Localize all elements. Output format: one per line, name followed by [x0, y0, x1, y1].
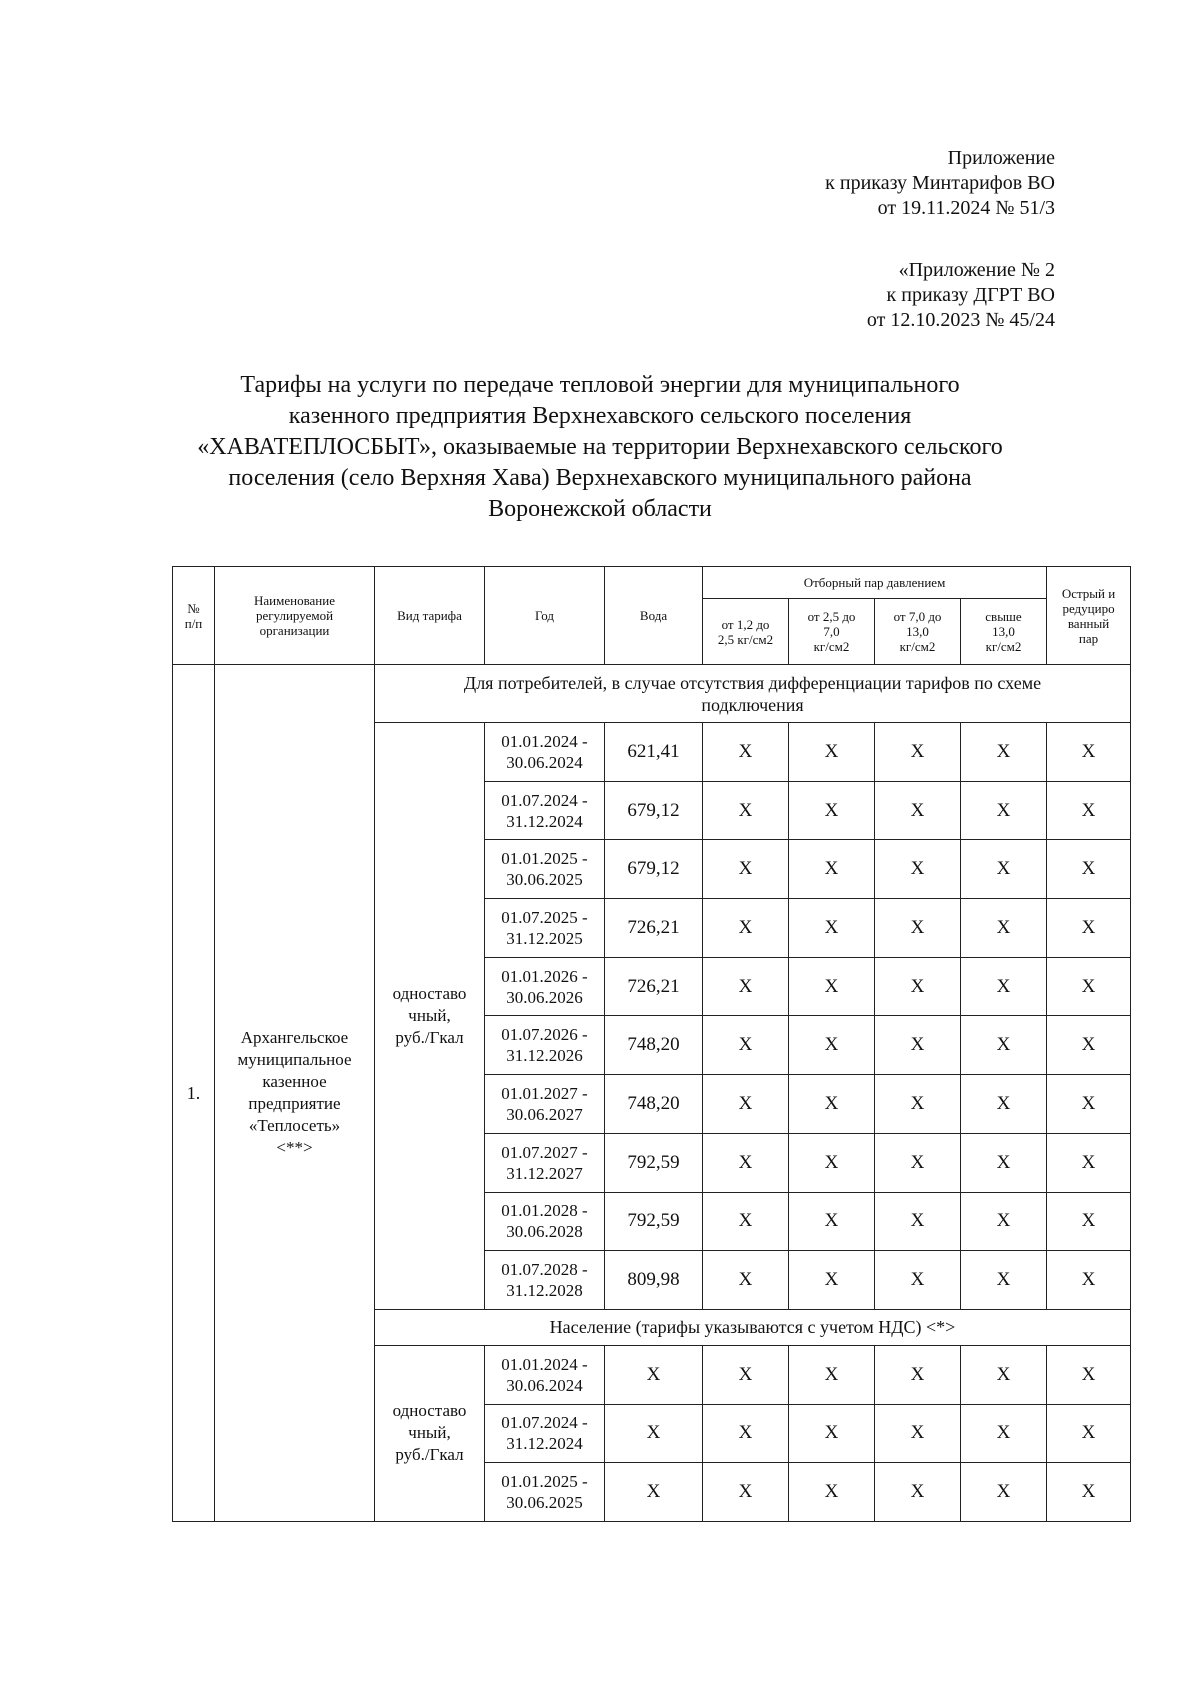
- steam-tariff-s3: X: [875, 1345, 961, 1404]
- steam-tariff-s2: X: [789, 1192, 875, 1251]
- period-cell: [485, 1404, 605, 1463]
- document-title: [150, 370, 1050, 525]
- period-from: 01.01.2028 -: [501, 1201, 588, 1221]
- header-text: от 1,2 до: [721, 616, 770, 632]
- section-label-population: Население (тарифы указываются с учетом НДС) <*>: [375, 1309, 1131, 1345]
- steam-tariff-s4: X: [961, 1075, 1047, 1134]
- header-text: от 2,5 до: [807, 609, 856, 624]
- steam-tariff-s3: X: [875, 1463, 961, 1522]
- organization-line: Архангельское: [240, 1027, 349, 1047]
- steam-tariff-sharp: X: [1047, 781, 1131, 840]
- tariff-kind: [375, 723, 485, 1310]
- appendix-2-header: [867, 258, 1055, 333]
- steam-tariff-s2: X: [789, 1404, 875, 1463]
- water-tariff: X: [605, 1404, 703, 1463]
- period-from: 01.07.2024 -: [501, 790, 588, 810]
- header-text: свыше: [985, 609, 1022, 624]
- organization-line: «Теплосеть»: [248, 1115, 341, 1135]
- water-tariff: X: [605, 1345, 703, 1404]
- header-text: регулируемой: [255, 608, 334, 623]
- tariff-kind-line: руб./Гкал: [395, 1027, 464, 1047]
- steam-tariff-s1: X: [703, 1016, 789, 1075]
- steam-tariff-s2: X: [789, 1075, 875, 1134]
- steam-tariff-sharp: X: [1047, 1016, 1131, 1075]
- steam-tariff-s1: X: [703, 1404, 789, 1463]
- header-organization: [215, 567, 375, 665]
- header-steam-3: [875, 599, 961, 665]
- steam-tariff-s4: X: [961, 1345, 1047, 1404]
- water-tariff: 621,41: [605, 723, 703, 782]
- steam-tariff-s2: X: [789, 1016, 875, 1075]
- header-text: кг/см2: [985, 639, 1022, 654]
- title-line: Воронежской области: [488, 496, 712, 522]
- water-tariff: 748,20: [605, 1016, 703, 1075]
- steam-tariff-s1: X: [703, 957, 789, 1016]
- header-text: кг/см2: [899, 639, 936, 654]
- steam-tariff-s3: X: [875, 1192, 961, 1251]
- period-cell: [485, 1016, 605, 1075]
- period-from: 01.07.2028 -: [501, 1260, 588, 1280]
- period-to: 30.06.2025: [506, 1493, 583, 1513]
- header-text: ванный: [1067, 615, 1110, 631]
- water-tariff: 726,21: [605, 957, 703, 1016]
- steam-tariff-s2: X: [789, 1463, 875, 1522]
- steam-tariff-s2: X: [789, 723, 875, 782]
- tariff-kind-line: чный,: [408, 1005, 451, 1025]
- water-tariff: 679,12: [605, 781, 703, 840]
- steam-tariff-sharp: X: [1047, 1075, 1131, 1134]
- steam-tariff-s2: X: [789, 1345, 875, 1404]
- header-steam-1: [703, 599, 789, 665]
- header-text: кг/см2: [813, 639, 850, 654]
- header-text: №: [187, 600, 200, 616]
- appendix-header-line: Приложение: [947, 147, 1055, 169]
- appendix-header-line: «Приложение № 2: [898, 259, 1055, 281]
- steam-tariff-sharp: X: [1047, 1133, 1131, 1192]
- steam-tariff-s3: X: [875, 781, 961, 840]
- period-cell: [485, 1463, 605, 1522]
- period-to: 31.12.2026: [506, 1046, 583, 1066]
- period-from: 01.01.2025 -: [501, 849, 588, 869]
- section-label-line: подключения: [701, 694, 804, 715]
- steam-tariff-s4: X: [961, 1133, 1047, 1192]
- tariff-kind-line: одноставо: [392, 1401, 467, 1421]
- steam-tariff-s4: X: [961, 781, 1047, 840]
- steam-tariff-s1: X: [703, 899, 789, 958]
- tariff-kind-line: чный,: [408, 1423, 451, 1443]
- header-text: Острый и: [1061, 585, 1116, 601]
- section-row: [173, 665, 1131, 723]
- appendix-header: [825, 146, 1055, 221]
- steam-tariff-s1: X: [703, 1192, 789, 1251]
- period-cell: [485, 1345, 605, 1404]
- steam-tariff-sharp: X: [1047, 1251, 1131, 1310]
- steam-tariff-s3: X: [875, 1251, 961, 1310]
- steam-tariff-s4: X: [961, 723, 1047, 782]
- period-from: 01.01.2024 -: [501, 1354, 588, 1374]
- title-line: Тарифы на услуги по передаче тепловой энергии для муниципального: [240, 372, 960, 398]
- steam-tariff-s2: X: [789, 899, 875, 958]
- water-tariff: 748,20: [605, 1075, 703, 1134]
- title-line: «ХАВАТЕПЛОСБЫТ», оказываемые на территории Верхнехавского сельского: [197, 434, 1003, 460]
- period-to: 30.06.2024: [506, 752, 583, 772]
- header-text: 2,5 кг/см2: [717, 631, 774, 647]
- header-steam-group: Отборный пар давлением: [703, 567, 1047, 599]
- steam-tariff-s2: X: [789, 1251, 875, 1310]
- section-label-line: Для потребителей, в случае отсутствия дифференциации тарифов по схеме: [463, 672, 1042, 693]
- organization-line: предприятие: [248, 1093, 341, 1113]
- steam-tariff-s2: X: [789, 1133, 875, 1192]
- steam-tariff-sharp: X: [1047, 1345, 1131, 1404]
- period-from: 01.07.2027 -: [501, 1142, 588, 1162]
- steam-tariff-s2: X: [789, 840, 875, 899]
- header-num: [173, 567, 215, 665]
- steam-tariff-s1: X: [703, 1075, 789, 1134]
- period-to: 30.06.2025: [506, 870, 583, 890]
- steam-tariff-s3: X: [875, 1133, 961, 1192]
- tariff-kind: [375, 1345, 485, 1521]
- header-sharp-steam: [1047, 567, 1131, 665]
- steam-tariff-s4: X: [961, 840, 1047, 899]
- steam-tariff-s1: X: [703, 1251, 789, 1310]
- period-to: 31.12.2025: [506, 928, 583, 948]
- steam-tariff-s3: X: [875, 723, 961, 782]
- header-text: от 7,0 до: [893, 609, 942, 624]
- organization-line: казенное: [262, 1071, 327, 1091]
- period-cell: [485, 723, 605, 782]
- appendix-header-line: к приказу ДГРТ ВО: [886, 284, 1055, 306]
- steam-tariff-s4: X: [961, 899, 1047, 958]
- steam-tariff-s3: X: [875, 957, 961, 1016]
- header-text: 7,0: [823, 624, 840, 639]
- steam-tariff-s2: X: [789, 781, 875, 840]
- period-cell: [485, 781, 605, 840]
- steam-tariff-s3: X: [875, 1404, 961, 1463]
- steam-tariff-s3: X: [875, 1075, 961, 1134]
- steam-tariff-s1: X: [703, 840, 789, 899]
- title-line: казенного предприятия Верхнехавского сельского поселения: [288, 403, 912, 429]
- steam-tariff-s1: X: [703, 1463, 789, 1522]
- title-line: поселения (село Верхняя Хава) Верхнехавского муниципального района: [228, 465, 972, 491]
- steam-tariff-s4: X: [961, 1404, 1047, 1463]
- appendix-header-line: от 12.10.2023 № 45/24: [866, 309, 1055, 331]
- steam-tariff-sharp: X: [1047, 723, 1131, 782]
- period-cell: [485, 1133, 605, 1192]
- steam-tariff-sharp: X: [1047, 840, 1131, 899]
- period-from: 01.01.2025 -: [501, 1472, 588, 1492]
- period-cell: [485, 1192, 605, 1251]
- steam-tariff-s1: X: [703, 1345, 789, 1404]
- period-from: 01.01.2024 -: [501, 731, 588, 751]
- tariffs-table: [172, 566, 1131, 1522]
- steam-tariff-sharp: X: [1047, 899, 1131, 958]
- steam-tariff-s3: X: [875, 1016, 961, 1075]
- steam-tariff-s1: X: [703, 723, 789, 782]
- organization-name: [215, 665, 375, 1522]
- steam-tariff-s4: X: [961, 1463, 1047, 1522]
- period-from: 01.07.2025 -: [501, 907, 588, 927]
- period-from: 01.07.2024 -: [501, 1413, 588, 1433]
- header-steam-4: [961, 599, 1047, 665]
- tariff-kind-line: одноставо: [392, 983, 467, 1003]
- steam-tariff-s2: X: [789, 957, 875, 1016]
- period-to: 31.12.2027: [506, 1163, 583, 1183]
- organization-line: муниципальное: [237, 1049, 352, 1069]
- row-number: 1.: [173, 665, 215, 1522]
- period-cell: [485, 899, 605, 958]
- header-text: Наименование: [254, 593, 335, 608]
- water-tariff: 792,59: [605, 1133, 703, 1192]
- water-tariff: 726,21: [605, 899, 703, 958]
- steam-tariff-sharp: X: [1047, 1404, 1131, 1463]
- steam-tariff-sharp: X: [1047, 1192, 1131, 1251]
- period-to: 30.06.2028: [506, 1222, 583, 1242]
- header-text: пар: [1078, 630, 1099, 646]
- steam-tariff-s4: X: [961, 1251, 1047, 1310]
- header-tariff-kind: Вид тарифа: [375, 567, 485, 665]
- header-text: 13,0: [992, 624, 1015, 639]
- water-tariff: 792,59: [605, 1192, 703, 1251]
- period-cell: [485, 840, 605, 899]
- steam-tariff-sharp: X: [1047, 957, 1131, 1016]
- period-to: 31.12.2024: [506, 1434, 583, 1454]
- header-text: редуциро: [1062, 600, 1115, 616]
- header-year: Год: [485, 567, 605, 665]
- header-text: 13,0: [906, 624, 929, 639]
- period-cell: [485, 957, 605, 1016]
- steam-tariff-sharp: X: [1047, 1463, 1131, 1522]
- period-to: 30.06.2027: [506, 1104, 583, 1124]
- period-to: 30.06.2024: [506, 1375, 583, 1395]
- steam-tariff-s1: X: [703, 1133, 789, 1192]
- period-to: 31.12.2024: [506, 811, 583, 831]
- steam-tariff-s4: X: [961, 1016, 1047, 1075]
- period-to: 31.12.2028: [506, 1281, 583, 1301]
- tariff-kind-line: руб./Гкал: [395, 1445, 464, 1465]
- period-from: 01.01.2027 -: [501, 1083, 588, 1103]
- period-from: 01.07.2026 -: [501, 1025, 588, 1045]
- period-to: 30.06.2026: [506, 987, 583, 1007]
- water-tariff: 679,12: [605, 840, 703, 899]
- header-text: п/п: [184, 615, 203, 631]
- appendix-header-line: от 19.11.2024 № 51/3: [877, 197, 1055, 219]
- steam-tariff-s4: X: [961, 1192, 1047, 1251]
- period-cell: [485, 1251, 605, 1310]
- period-cell: [485, 1075, 605, 1134]
- water-tariff: X: [605, 1463, 703, 1522]
- steam-tariff-s3: X: [875, 840, 961, 899]
- appendix-header-line: к приказу Минтарифов ВО: [825, 172, 1055, 194]
- water-tariff: 809,98: [605, 1251, 703, 1310]
- header-steam-2: [789, 599, 875, 665]
- steam-tariff-s4: X: [961, 957, 1047, 1016]
- header-text: организации: [259, 623, 330, 638]
- period-from: 01.01.2026 -: [501, 966, 588, 986]
- header-water: Вода: [605, 567, 703, 665]
- steam-tariff-s3: X: [875, 899, 961, 958]
- organization-line: <**>: [276, 1137, 313, 1157]
- table-header-row: [173, 567, 1131, 599]
- steam-tariff-s1: X: [703, 781, 789, 840]
- section-label-consumers: [375, 665, 1131, 723]
